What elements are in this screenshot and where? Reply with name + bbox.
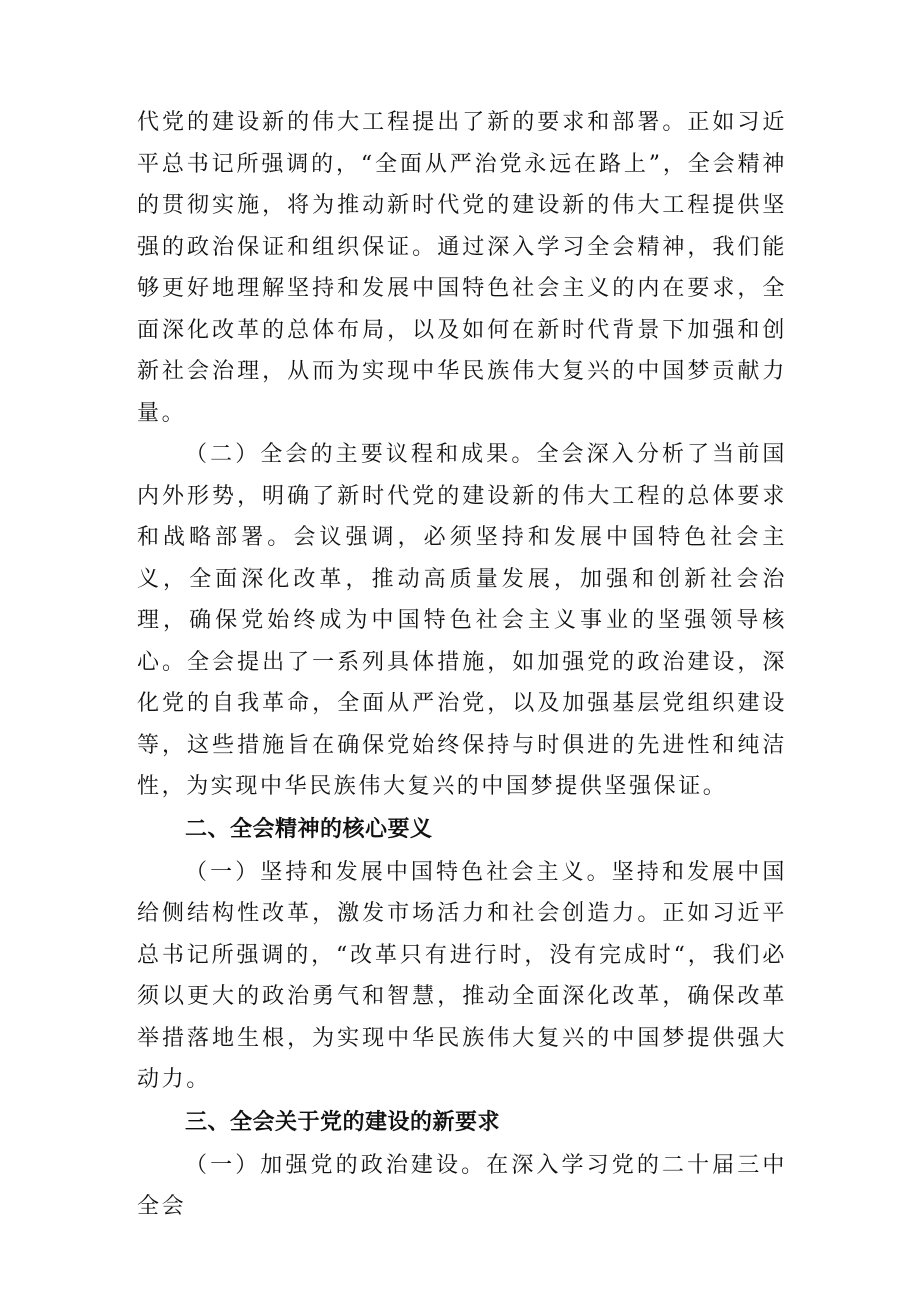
- paragraph-continuation: 代党的建设新的伟大工程提出了新的要求和部署。正如习近平总书记所强调的，“全面从严治党永远在路上”，全会精神的贯彻实施，将为推动新时代党的建设新的伟大工程提供坚强的政治保证和组织保证。通过深入学习全会精神，我们能够更好地理解坚持和发展中国特色社会主义的内在要求，全面深化改革的总体布局，以及如何在新时代背景下加强和创新社会治理，从而为实现中华民族伟大复兴的中国梦贡献力量。: [137, 110, 787, 426]
- document-page: [137, 102, 787, 1228]
- paragraph-socialism: （一）坚持和发展中国特色社会主义。坚持和发展中国给侧结构性改革，激发市场活力和社会创造力。正如习近平总书记所强调的，“改革只有进行时，没有完成时“，我们必须以更大的政治勇气和智慧，推动全面深化改革，确保改革举措落地生根，为实现中华民族伟大复兴的中国梦提供强大动力。: [137, 859, 787, 1092]
- section-heading-party-building: 三、全会关于党的建设的新要求: [185, 1109, 501, 1135]
- section-heading-core-meaning: 二、全会精神的核心要义: [185, 816, 433, 842]
- paragraph-political-building: （一）加强党的政治建设。在深入学习党的二十届三中全会: [137, 1152, 787, 1219]
- paragraph-agenda-results: （二）全会的主要议程和成果。全会深入分析了当前国内外形势，明确了新时代党的建设新的伟大工程的总体要求和战略部署。会议强调，必须坚持和发展中国特色社会主义，全面深化改革，推动高质量发展，加强和创新社会治理，确保党始终成为中国特色社会主义事业的坚强领导核心。全会提出了一系列具体措施，如加强党的政治建设，深化党的自我革命，全面从严治党，以及加强基层党组织建设等，这些措施旨在确保党始终保持与时俱进的先进性和纯洁性，为实现中华民族伟大复兴的中国梦提供坚强保证。: [137, 442, 787, 799]
